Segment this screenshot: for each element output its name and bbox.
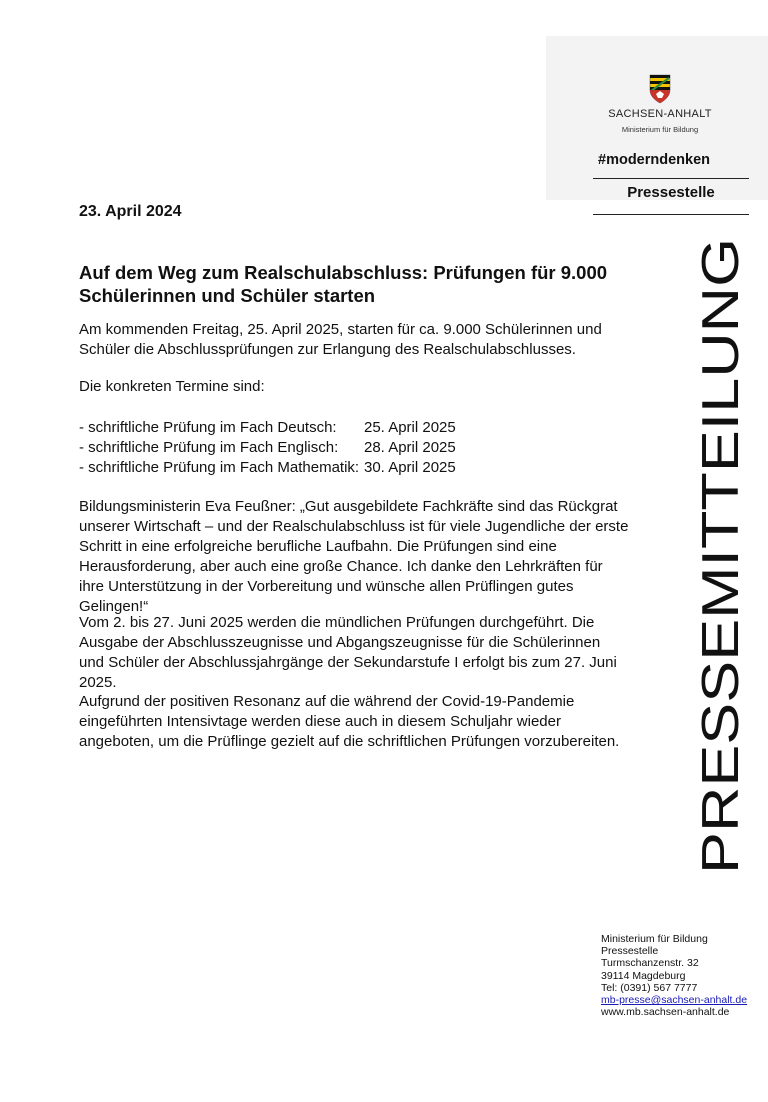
exam-dates-list (79, 418, 629, 478)
exam-date: 25. April 2025 (364, 419, 456, 436)
divider-top (593, 178, 749, 179)
list-item (79, 458, 629, 478)
intensive-days-paragraph: Aufgrund der positiven Resonanz auf die während der Covid-19-Pandemie eingeführten Intensivtage werden diese auch in diesem Schuljahr wieder angeboten, um die Prüflinge gezielt auf die schriftlichen Prüfungen vorzubereiten. (79, 693, 620, 750)
department-label: Pressestelle (627, 184, 715, 201)
contact-block (601, 933, 761, 1018)
contact-phone: Tel: (0391) 567 7777 (601, 981, 698, 994)
vertical-press-release-label (640, 232, 760, 880)
contact-email-link[interactable]: mb-presse@sachsen-anhalt.de (601, 994, 748, 1007)
exam-subject: - schriftliche Prüfung im Fach Mathematik: (79, 459, 360, 476)
exam-date: 28. April 2025 (364, 439, 456, 456)
headline: Auf dem Weg zum Realschulabschluss: Prüfungen für 9.000 Schülerinnen und Schüler starten (79, 262, 608, 306)
coat-of-arms-icon (648, 74, 672, 104)
contact-dept: Pressestelle (601, 945, 659, 958)
exam-subject: - schriftliche Prüfung im Fach Deutsch: (79, 419, 337, 436)
dates-intro: Die konkreten Termine sind: (79, 378, 265, 395)
exam-date: 30. April 2025 (364, 459, 456, 476)
intro-paragraph: Am kommenden Freitag, 25. April 2025, starten für ca. 9.000 Schülerinnen und Schüler die Abschlussprüfungen zur Erlangung des Realschulabschlusses. (79, 321, 602, 358)
minister-quote: Bildungsministerin Eva Feußner: „Gut ausgebildete Fachkräfte sind das Rückgrat unserer Wirtschaft – und der Realschulabschluss ist für viele Jugendliche der erste Schritt in eine erfolgreiche berufliche Laufbahn. Die Prüfungen sind eine Herausforderung, aber auch eine große Chance. Ich danke den Lehrkräften für ihre Unterstützung in der Vorbereitung und wünsche allen Prüflingen gutes Gelingen!“ (79, 498, 629, 615)
oral-exams-paragraph: Vom 2. bis 27. Juni 2025 werden die mündlichen Prüfungen durchgeführt. Die Ausgabe der Abschlusszeugnisse und Abgangszeugnisse für die Schülerinnen und Schüler der Abschlussjahrgänge der Sekundarstufe I erfolgt bis zum 27. Juni 2025. (79, 614, 617, 691)
exam-subject: - schriftliche Prüfung im Fach Englisch: (79, 439, 339, 456)
ministry-short-name: Ministerium für Bildung (621, 125, 699, 134)
contact-org: Ministerium für Bildung (601, 933, 708, 945)
contact-website[interactable]: www.mb.sachsen-anhalt.de (601, 1006, 730, 1019)
state-name: SACHSEN-ANHALT (608, 108, 712, 120)
list-item (79, 418, 629, 438)
svg-text:PRESSEMITTEILUNG: PRESSEMITTEILUNG (692, 348, 750, 874)
hashtag: #moderndenken (598, 152, 710, 168)
divider-bottom (593, 214, 749, 215)
list-item (79, 438, 629, 458)
release-date: 23. April 2024 (79, 203, 182, 220)
contact-city: 39114 Magdeburg (601, 969, 686, 982)
contact-street: Turmschanzenstr. 32 (601, 957, 699, 970)
